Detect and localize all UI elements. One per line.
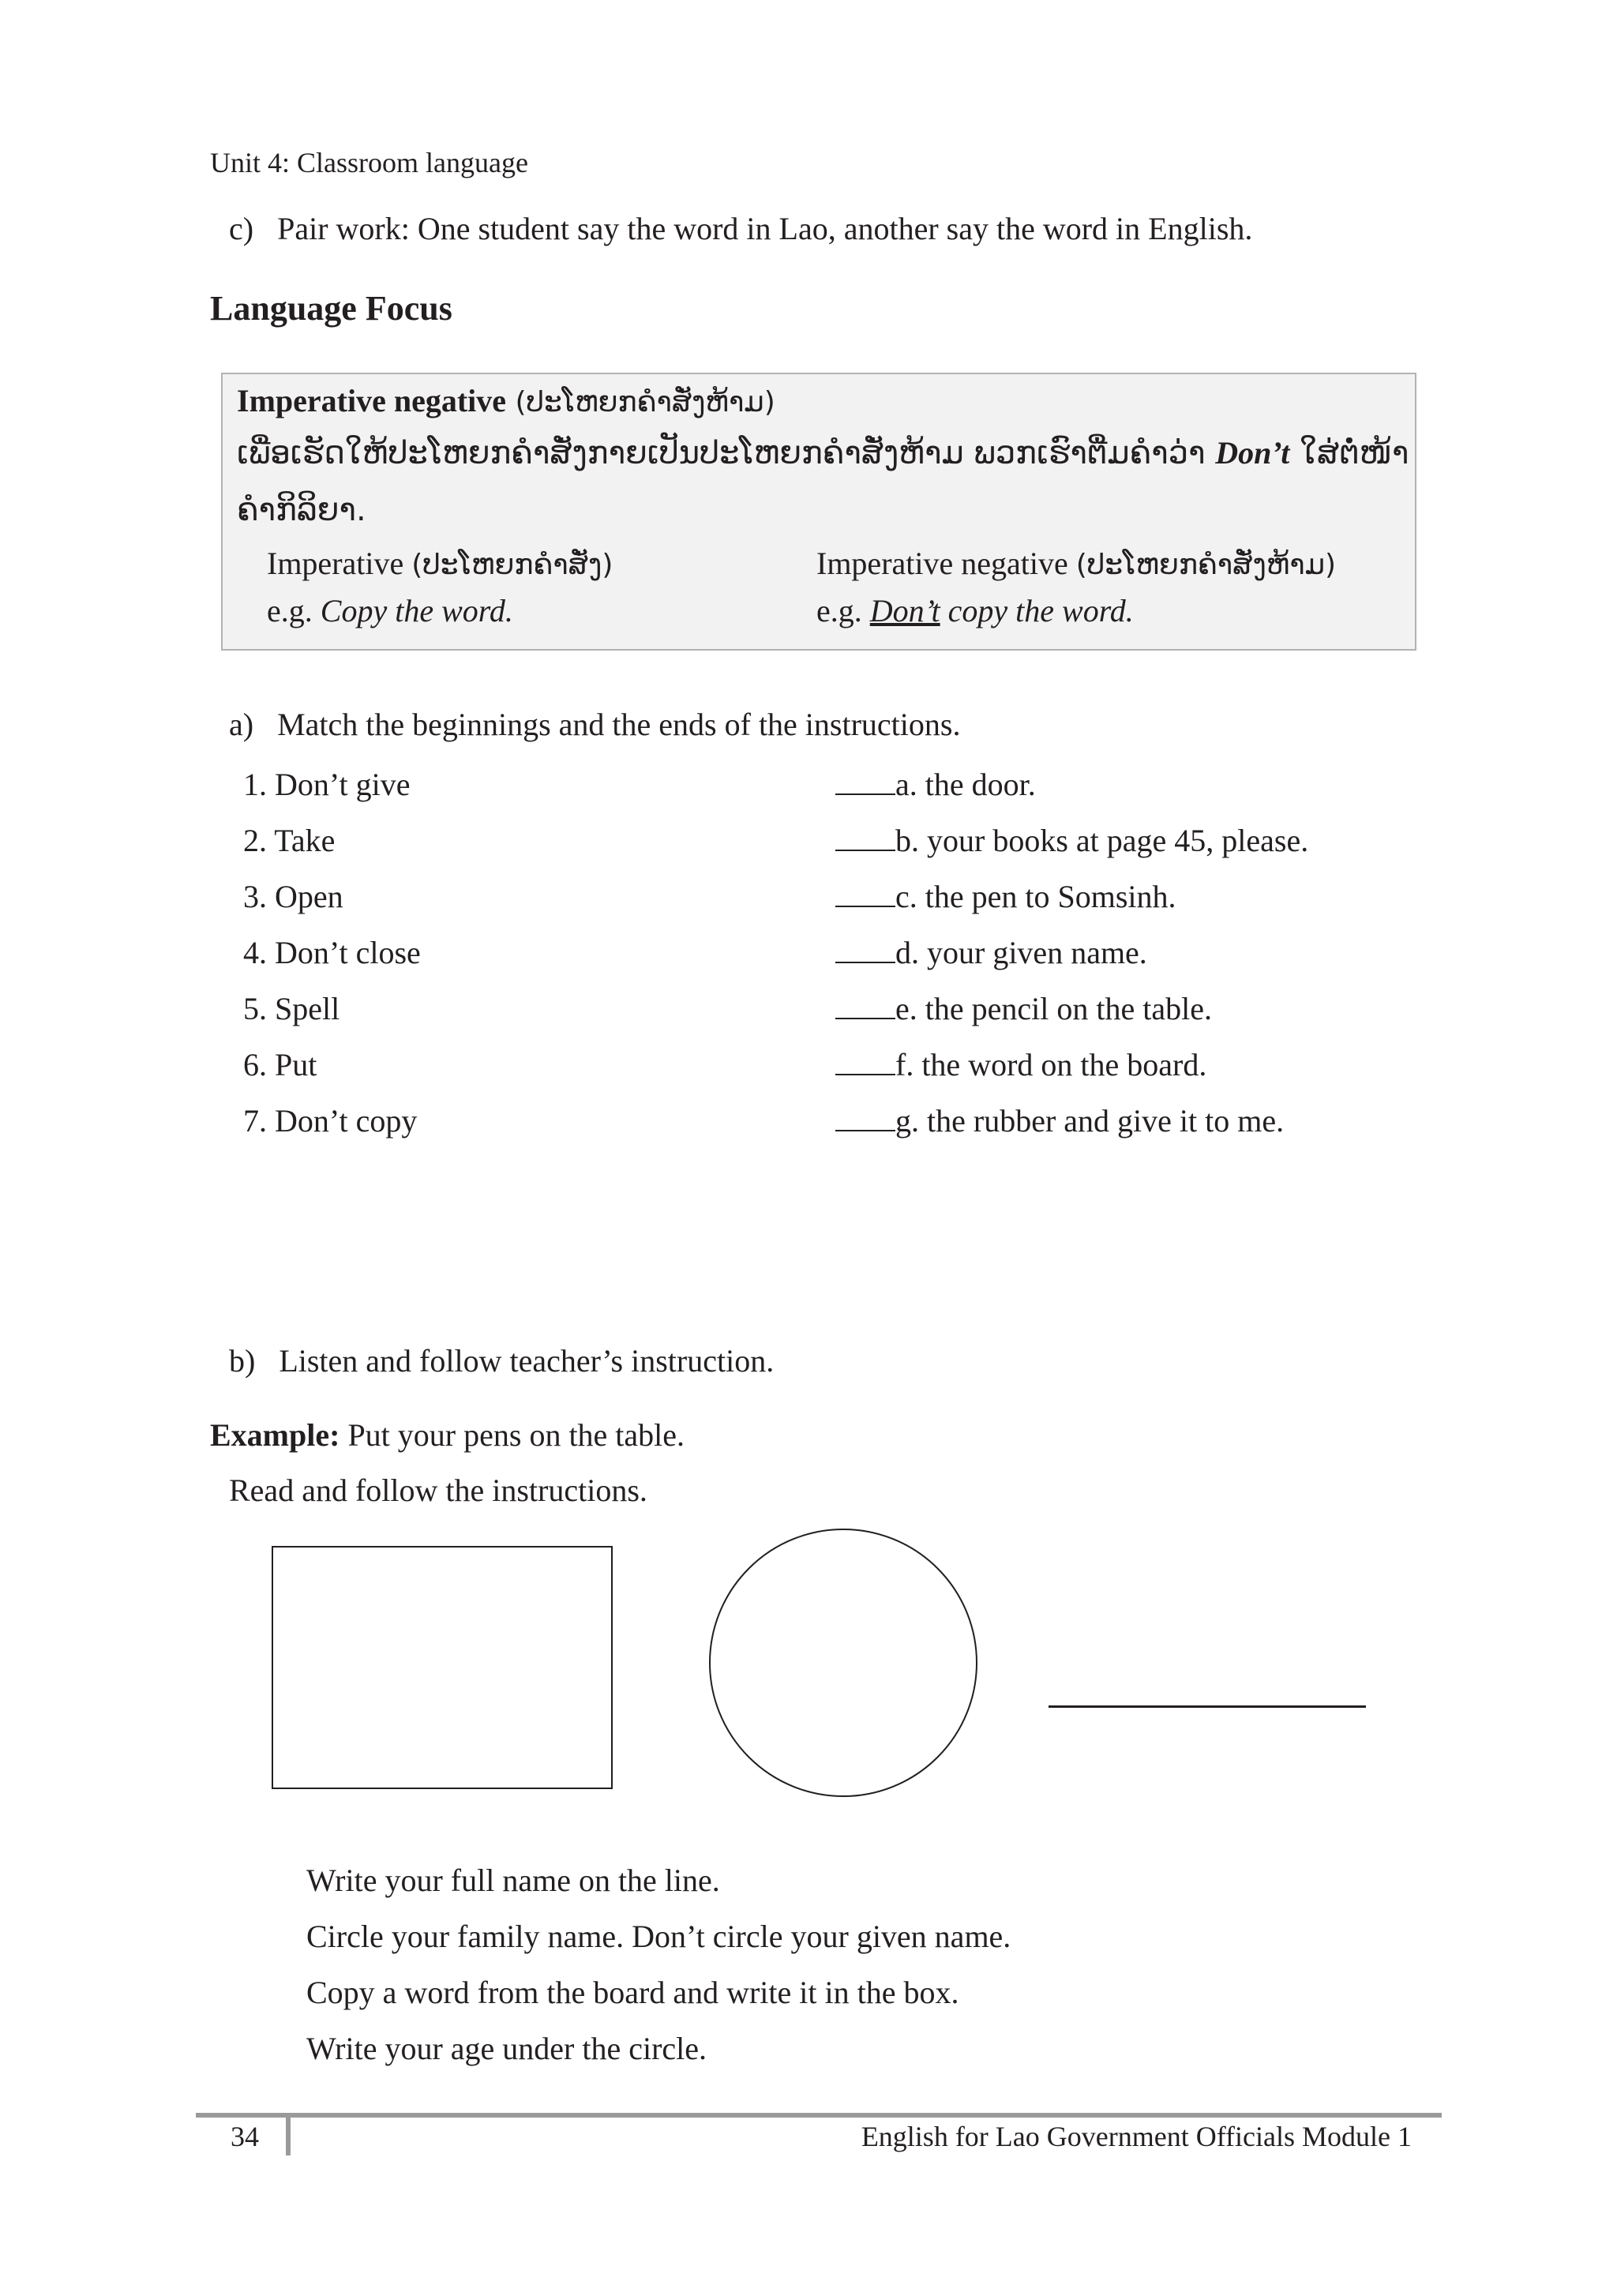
- answer-blank[interactable]: [835, 823, 895, 851]
- match-end-g: [835, 1102, 1284, 1140]
- answer-blank[interactable]: [835, 767, 895, 795]
- footer-rule: [196, 2113, 1442, 2118]
- box-line1-dont: Don’t: [1215, 435, 1290, 471]
- imperative-negative-heading: [816, 545, 1336, 584]
- match-end-e: [835, 990, 1212, 1028]
- imperative-heading: [267, 545, 613, 584]
- example-text: Put your pens on the table.: [340, 1417, 685, 1453]
- match-beginning-1: 1. Don’t give: [243, 767, 411, 802]
- box-title-bold: Imperative negative: [237, 383, 507, 418]
- match-beginning-3: 3. Open: [243, 879, 343, 914]
- read-follow-instruction: Read and follow the instructions.: [229, 1473, 647, 1508]
- imperative-example: [267, 592, 513, 630]
- instruction-2: Circle your family name. Don’t circle your given name.: [306, 1919, 1011, 1954]
- instruction-4: Write your age under the circle.: [306, 2031, 707, 2066]
- imperative-negative-dont: Don’t: [869, 593, 940, 628]
- match-beginning-4: 4. Don’t close: [243, 935, 421, 970]
- match-beginning-2: 2. Take: [243, 823, 336, 858]
- answer-blank[interactable]: [835, 935, 895, 963]
- writing-line[interactable]: [1049, 1705, 1366, 1708]
- answer-blank[interactable]: [835, 879, 895, 907]
- match-end-c: [835, 878, 1176, 916]
- footer-divider: [286, 2118, 291, 2155]
- match-end-a: [835, 766, 1036, 804]
- imperative-negative-label: Imperative negative: [816, 546, 1076, 581]
- match-beginning-7: 7. Don’t copy: [243, 1103, 418, 1139]
- imperative-label: Imperative: [267, 546, 412, 581]
- page-number: 34: [231, 2121, 259, 2152]
- example-line: [210, 1416, 685, 1454]
- language-focus-heading: Language Focus: [210, 289, 452, 328]
- imperative-lao: (ປະໂຫຍກຄຳສັ່ງ): [411, 549, 613, 581]
- answer-blank[interactable]: [835, 1103, 895, 1131]
- task-a-instruction: a) Match the beginnings and the ends of the instructions.: [229, 707, 961, 742]
- match-end-b: [835, 822, 1308, 860]
- match-beginning-6: 6. Put: [243, 1047, 317, 1082]
- match-end-text: c. the pen to Somsinh.: [895, 879, 1176, 914]
- example-label: Example:: [210, 1417, 340, 1453]
- imperative-negative-lao: (ປະໂຫຍກຄຳສັ່ງຫ້າມ): [1075, 549, 1337, 581]
- match-end-text: b. your books at page 45, please.: [895, 823, 1309, 858]
- instruction-3: Copy a word from the board and write it in the box.: [306, 1975, 959, 2010]
- answer-blank[interactable]: [835, 991, 895, 1019]
- pair-work-instruction: c) Pair work: One student say the word in Lao, another say the word in English.: [229, 211, 1253, 246]
- imperative-example-text: Copy the word.: [320, 593, 513, 628]
- match-end-text: d. your given name.: [895, 935, 1147, 970]
- imperative-negative-example: [816, 592, 1134, 630]
- match-end-text: f. the word on the board.: [895, 1047, 1207, 1082]
- box-line1-post: ໃສ່ຕໍ່ໜ້າ: [1289, 435, 1409, 471]
- answer-blank[interactable]: [835, 1047, 895, 1075]
- instruction-1: Write your full name on the line.: [306, 1863, 720, 1898]
- imperative-negative-example-text: copy the word.: [940, 593, 1134, 628]
- match-end-text: a. the door.: [895, 767, 1036, 802]
- unit-header: Unit 4: Classroom language: [210, 147, 528, 178]
- drawing-box[interactable]: [272, 1546, 613, 1789]
- match-beginning-5: 5. Spell: [243, 991, 340, 1026]
- match-end-text: e. the pencil on the table.: [895, 991, 1212, 1026]
- drawing-circle[interactable]: [709, 1529, 977, 1797]
- language-focus-box: [221, 373, 1416, 651]
- match-end-text: g. the rubber and give it to me.: [895, 1103, 1285, 1139]
- match-end-f: [835, 1046, 1206, 1084]
- match-end-d: [835, 934, 1147, 972]
- box-title-lao: (ປະໂຫຍກຄຳສັ່ງຫ້າມ): [506, 386, 775, 418]
- box-explanation-line1: [237, 434, 1409, 472]
- box-title: [237, 382, 775, 422]
- footer-title: English for Lao Government Officials Module 1: [861, 2121, 1412, 2152]
- box-explanation-line2: ຄຳກິລິຍາ.: [237, 492, 366, 528]
- imperative-eg: e.g.: [267, 593, 321, 628]
- task-b-instruction: b) Listen and follow teacher’s instruction.: [229, 1343, 775, 1379]
- box-line1-pre: ເພື່ອເຮັດໃຫ້ປະໂຫຍກຄຳສັ່ງກາຍເປັນປະໂຫຍກຄຳສັ່ງຫ້າມ ພວກເຮົາຕື່ມຄຳວ່າ: [237, 435, 1216, 471]
- imperative-negative-eg: e.g.: [816, 593, 870, 628]
